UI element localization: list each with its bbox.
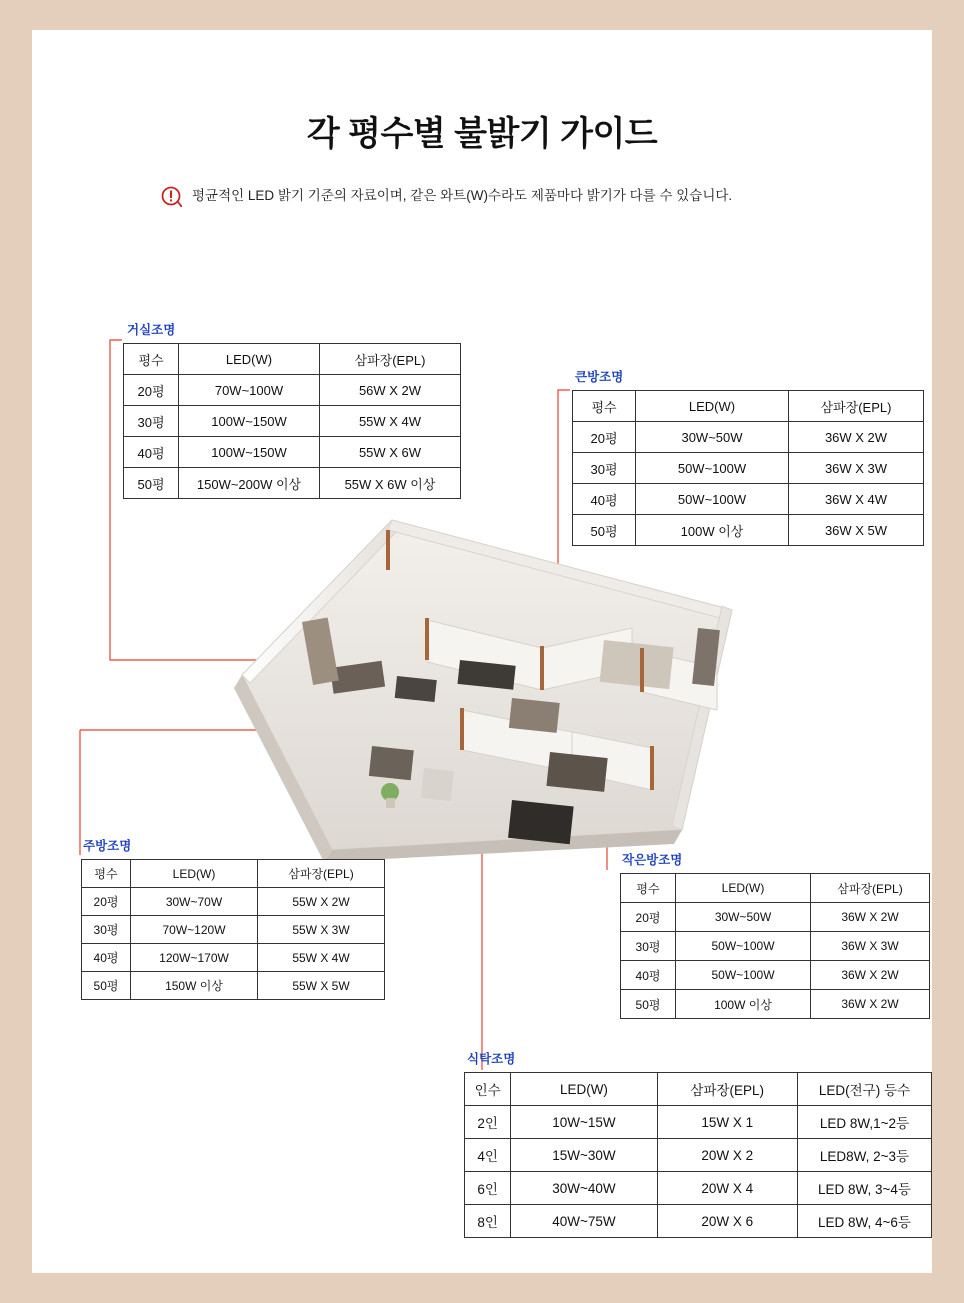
table-row <box>465 1205 932 1238</box>
table-row <box>621 903 930 932</box>
cell: 50W~100W <box>676 932 811 961</box>
table-row <box>621 932 930 961</box>
cell: 36W X 2W <box>789 422 924 453</box>
col-header: 평수 <box>621 874 676 903</box>
note-text: 평균적인 LED 밝기 기준의 자료이며, 같은 와트(W)수라도 제품마다 밝기가 다를 수 있습니다. <box>192 187 733 203</box>
cell: 36W X 3W <box>811 932 930 961</box>
cell: 50평 <box>82 972 131 1000</box>
col-header: LED(W) <box>179 344 320 375</box>
table-dining <box>464 1072 932 1238</box>
cell: 56W X 2W <box>320 375 461 406</box>
cell: 20평 <box>621 903 676 932</box>
col-header: 삼파장(EPL) <box>258 860 385 888</box>
cell: 55W X 3W <box>258 916 385 944</box>
paper-sheet <box>32 30 932 1273</box>
cell: 20평 <box>82 888 131 916</box>
col-header: 평수 <box>82 860 131 888</box>
floorplan-illustration <box>212 500 772 890</box>
cell: 70W~120W <box>131 916 258 944</box>
cell: 40평 <box>82 944 131 972</box>
col-header: 평수 <box>124 344 179 375</box>
col-header: LED(W) <box>131 860 258 888</box>
col-header: 인수 <box>465 1073 511 1106</box>
table-row <box>82 972 385 1000</box>
cell: 6인 <box>465 1172 511 1205</box>
cell: 15W X 1 <box>657 1106 797 1139</box>
cell: 2인 <box>465 1106 511 1139</box>
table-smallroom <box>620 873 930 1019</box>
cell: 30평 <box>82 916 131 944</box>
cell: 8인 <box>465 1205 511 1238</box>
col-header: LED(W) <box>636 391 789 422</box>
cell: 30평 <box>124 406 179 437</box>
table-row <box>82 944 385 972</box>
col-header: 삼파장(EPL) <box>657 1073 797 1106</box>
cell: 120W~170W <box>131 944 258 972</box>
cell: 30W~50W <box>676 903 811 932</box>
cell: 30W~50W <box>636 422 789 453</box>
cell: 15W~30W <box>511 1139 657 1172</box>
col-header: 평수 <box>573 391 636 422</box>
cell: 55W X 5W <box>258 972 385 1000</box>
table-row <box>573 422 924 453</box>
table-row <box>621 990 930 1019</box>
col-header: LED(W) <box>511 1073 657 1106</box>
cell: LED 8W, 4~6등 <box>797 1205 931 1238</box>
cell: 150W~200W 이상 <box>179 468 320 499</box>
cell: 55W X 4W <box>320 406 461 437</box>
cell: 50평 <box>573 515 636 546</box>
caption-dining: 식탁조명 <box>467 1052 516 1066</box>
cell: 40평 <box>621 961 676 990</box>
cell: 40평 <box>124 437 179 468</box>
cell: LED 8W,1~2등 <box>797 1106 931 1139</box>
caption-bigroom: 큰방조명 <box>575 370 624 384</box>
table-row <box>621 961 930 990</box>
cell: 20W X 6 <box>657 1205 797 1238</box>
table-row <box>573 484 924 515</box>
col-header: 삼파장(EPL) <box>320 344 461 375</box>
cell: 55W X 6W <box>320 437 461 468</box>
cell: 36W X 2W <box>811 990 930 1019</box>
cell: 36W X 4W <box>789 484 924 515</box>
caption-smallroom: 작은방조명 <box>622 853 683 867</box>
cell: 36W X 2W <box>811 903 930 932</box>
table-row <box>124 406 461 437</box>
cell: 100W~150W <box>179 406 320 437</box>
cell: 55W X 6W 이상 <box>320 468 461 499</box>
cell: 70W~100W <box>179 375 320 406</box>
cell: 36W X 2W <box>811 961 930 990</box>
cell: 50W~100W <box>636 453 789 484</box>
note-row <box>160 185 860 207</box>
table-row <box>82 888 385 916</box>
col-header: LED(W) <box>676 874 811 903</box>
table-row <box>82 916 385 944</box>
page-title: 각 평수별 불밝기 가이드 <box>306 115 658 153</box>
table-row <box>124 375 461 406</box>
cell: 150W 이상 <box>131 972 258 1000</box>
cell: 20W X 2 <box>657 1139 797 1172</box>
table-header-row <box>573 391 924 422</box>
cell: 30평 <box>573 453 636 484</box>
table-row <box>124 468 461 499</box>
table-kitchen <box>81 859 385 1000</box>
table-row <box>573 453 924 484</box>
cell: 36W X 5W <box>789 515 924 546</box>
caption-kitchen: 주방조명 <box>83 839 132 853</box>
cell: 30평 <box>621 932 676 961</box>
warning-icon <box>160 185 182 207</box>
table-bigroom <box>572 390 924 546</box>
cell: LED8W, 2~3등 <box>797 1139 931 1172</box>
cell: 50W~100W <box>676 961 811 990</box>
cell: 20평 <box>573 422 636 453</box>
table-header-row <box>82 860 385 888</box>
cell: 100W~150W <box>179 437 320 468</box>
cell: 30W~40W <box>511 1172 657 1205</box>
cell: 50W~100W <box>636 484 789 515</box>
cell: LED 8W, 3~4등 <box>797 1172 931 1205</box>
table-header-row <box>124 344 461 375</box>
col-header: LED(전구) 등수 <box>797 1073 931 1106</box>
table-row <box>573 515 924 546</box>
col-header: 삼파장(EPL) <box>789 391 924 422</box>
cell: 100W 이상 <box>636 515 789 546</box>
cell: 50평 <box>124 468 179 499</box>
cell: 4인 <box>465 1139 511 1172</box>
table-row <box>124 437 461 468</box>
cell: 36W X 3W <box>789 453 924 484</box>
cell: 100W 이상 <box>676 990 811 1019</box>
cell: 30W~70W <box>131 888 258 916</box>
cell: 50평 <box>621 990 676 1019</box>
table-header-row <box>465 1073 932 1106</box>
cell: 55W X 2W <box>258 888 385 916</box>
table-row <box>465 1172 932 1205</box>
caption-living: 거실조명 <box>127 323 176 337</box>
table-living <box>123 343 461 499</box>
cell: 40W~75W <box>511 1205 657 1238</box>
table-row <box>465 1139 932 1172</box>
col-header: 삼파장(EPL) <box>811 874 930 903</box>
cell: 20W X 4 <box>657 1172 797 1205</box>
table-header-row <box>621 874 930 903</box>
cell: 20평 <box>124 375 179 406</box>
cell: 10W~15W <box>511 1106 657 1139</box>
cell: 55W X 4W <box>258 944 385 972</box>
cell: 40평 <box>573 484 636 515</box>
table-row <box>465 1106 932 1139</box>
